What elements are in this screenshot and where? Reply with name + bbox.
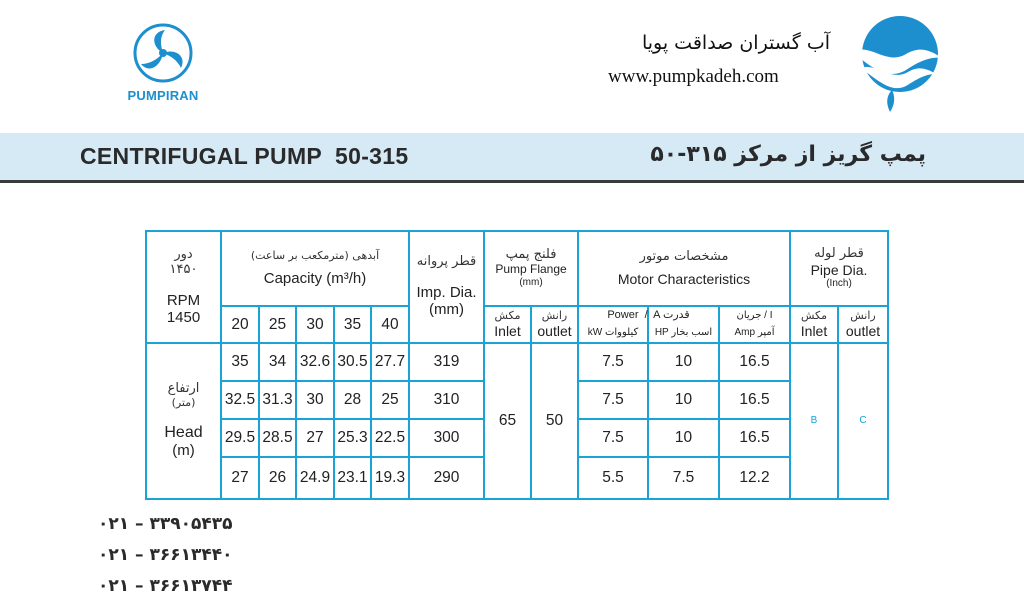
flange-outlet-value: 50 xyxy=(545,412,564,430)
capacity-value: 20 xyxy=(231,315,249,333)
rpm-header xyxy=(147,232,220,342)
capacity-value: 25 xyxy=(268,315,287,333)
pipe-inlet-fa: مکش xyxy=(801,309,827,323)
flange-outlet-fa: رانش xyxy=(541,309,568,323)
pumpkadeh-logo xyxy=(846,12,946,117)
pipe-dia-label-fa: قطر لوله xyxy=(814,246,864,262)
flange-inlet-fa: مکش xyxy=(494,309,521,323)
imp-dia-label: Imp. Dia. xyxy=(416,284,477,302)
power-label-text: Power / A قدرت xyxy=(607,309,690,322)
kw-value: 7.5 xyxy=(602,353,624,371)
phone-number[interactable]: ۰۲۱ – ۳۳۹۰۵۴۳۵ xyxy=(98,514,233,534)
imp-dia-value: 300 xyxy=(433,429,460,447)
head-value: 34 xyxy=(268,353,287,371)
flange-inlet-value: 65 xyxy=(498,412,517,430)
pump-flange-label-fa: فلنج پمپ xyxy=(505,247,557,263)
wave-drop-icon xyxy=(846,12,946,112)
head-label xyxy=(147,344,220,498)
head-value: 29.5 xyxy=(224,429,256,447)
pipe-outlet-value: C xyxy=(859,415,867,427)
pump-flange-header xyxy=(485,232,577,305)
imp-dia-header xyxy=(410,232,483,342)
hp-label-text: HP اسب بخار xyxy=(654,327,713,339)
kw-label xyxy=(579,324,647,342)
pumpiran-logo-text: PUMPIRAN xyxy=(127,88,199,103)
head-value: 22.5 xyxy=(374,429,406,447)
capacity-header xyxy=(222,232,408,305)
motor-label-fa: مشخصات موتور xyxy=(639,248,729,264)
capacity-value: 40 xyxy=(381,315,399,333)
imp-dia-value: 319 xyxy=(433,353,460,371)
imp-dia-label-fa: قطر پروانه xyxy=(416,254,477,270)
pump-spec-table xyxy=(145,230,889,500)
page-title: CENTRIFUGAL PUMP 50-315 xyxy=(80,143,409,169)
pipe-inlet-value: B xyxy=(810,415,818,427)
rpm-value: 1450 xyxy=(166,308,201,326)
amp-value: 16.5 xyxy=(739,391,770,409)
pipe-dia-unit: (Inch) xyxy=(826,278,852,290)
power-label xyxy=(579,307,718,324)
pipe-outlet-fa: رانش xyxy=(850,309,876,323)
pipe-inlet-en: Inlet xyxy=(800,322,828,339)
head-value: 28.5 xyxy=(262,429,293,447)
pumpiran-logo xyxy=(118,22,208,103)
capacity-label: Capacity (m³/h) xyxy=(263,270,367,288)
motor-header xyxy=(579,232,789,305)
kw-value: 7.5 xyxy=(602,429,624,447)
phone-list xyxy=(98,514,232,607)
hp-value: 10 xyxy=(674,353,693,371)
imp-dia-unit: (mm) xyxy=(429,301,464,319)
head-value: 27 xyxy=(231,469,249,487)
kw-label-text: kW کیلووات xyxy=(587,327,639,339)
head-value: 32.5 xyxy=(224,391,256,409)
head-value: 27 xyxy=(306,429,324,447)
imp-dia-value: 310 xyxy=(433,391,460,409)
current-label-text: جریان / I xyxy=(736,309,773,321)
pump-flange-unit: (mm) xyxy=(519,277,543,289)
amp-value: 16.5 xyxy=(739,429,770,447)
head-unit-fa: (متر) xyxy=(171,396,196,410)
head-value: 32.6 xyxy=(299,353,331,371)
title-band xyxy=(0,133,1024,183)
head-value: 30 xyxy=(306,391,324,409)
pipe-dia-header xyxy=(791,232,887,305)
company-info xyxy=(600,32,830,88)
page-title-fa: پمپ گریز از مرکز ۳۱۵-۵۰ xyxy=(650,142,926,167)
hp-label xyxy=(649,324,718,342)
company-name: آب گستران صداقت پویا xyxy=(641,32,830,54)
flange-outlet-header xyxy=(532,307,577,342)
hp-value: 10 xyxy=(674,429,693,447)
head-value: 25.3 xyxy=(337,429,368,447)
head-label-en: Head xyxy=(164,423,203,441)
kw-value: 5.5 xyxy=(602,469,624,487)
amp-label xyxy=(720,324,789,342)
rpm-label-fa: دور xyxy=(174,246,193,262)
head-value: 26 xyxy=(268,469,287,487)
head-value: 27.7 xyxy=(374,353,406,371)
pipe-dia-label: Pipe Dia. xyxy=(810,262,868,279)
hp-value: 7.5 xyxy=(672,469,695,487)
pipe-outlet-en: outlet xyxy=(845,322,881,339)
current-label xyxy=(720,307,789,324)
head-value: 19.3 xyxy=(374,469,406,487)
phone-number[interactable]: ۰۲۱ – ۳۶۶۱۳۴۴۰ xyxy=(98,545,233,565)
website-link[interactable]: www.pumpkadeh.com xyxy=(608,66,779,87)
head-label-fa: ارتفاع xyxy=(167,381,200,397)
head-value: 35 xyxy=(231,353,249,371)
amp-label-text: Amp آمپر xyxy=(734,327,775,339)
head-value: 24.9 xyxy=(299,469,331,487)
flange-inlet-en: Inlet xyxy=(494,322,521,339)
amp-value: 16.5 xyxy=(739,353,770,371)
head-value: 23.1 xyxy=(337,469,368,487)
kw-value: 7.5 xyxy=(602,391,624,409)
motor-label: Motor Characteristics xyxy=(617,270,751,287)
phone-number[interactable]: ۰۲۱ – ۳۶۶۱۳۷۴۴ xyxy=(98,576,233,596)
amp-value: 12.2 xyxy=(739,469,770,487)
pump-flange-label: Pump Flange xyxy=(495,262,567,277)
rpm-label: RPM xyxy=(166,291,201,309)
head-unit-en: (m) xyxy=(172,442,195,460)
head-value: 28 xyxy=(343,391,362,409)
flange-inlet-header xyxy=(485,307,530,342)
head-value: 25 xyxy=(381,391,399,409)
rpm-value-fa: ۱۴۵۰ xyxy=(169,261,198,277)
capacity-value: 35 xyxy=(343,315,362,333)
capacity-label-fa: آبدهی (مترمکعب بر ساعت) xyxy=(250,248,380,262)
flange-outlet-en: outlet xyxy=(537,322,572,339)
hp-value: 10 xyxy=(674,391,693,409)
pumpiran-swirl-icon xyxy=(131,22,195,84)
head-value: 30.5 xyxy=(337,353,368,371)
head-value: 31.3 xyxy=(262,391,293,409)
pipe-outlet-header xyxy=(839,307,887,342)
pipe-inlet-header xyxy=(791,307,837,342)
imp-dia-value: 290 xyxy=(433,469,460,487)
capacity-value: 30 xyxy=(306,315,324,333)
